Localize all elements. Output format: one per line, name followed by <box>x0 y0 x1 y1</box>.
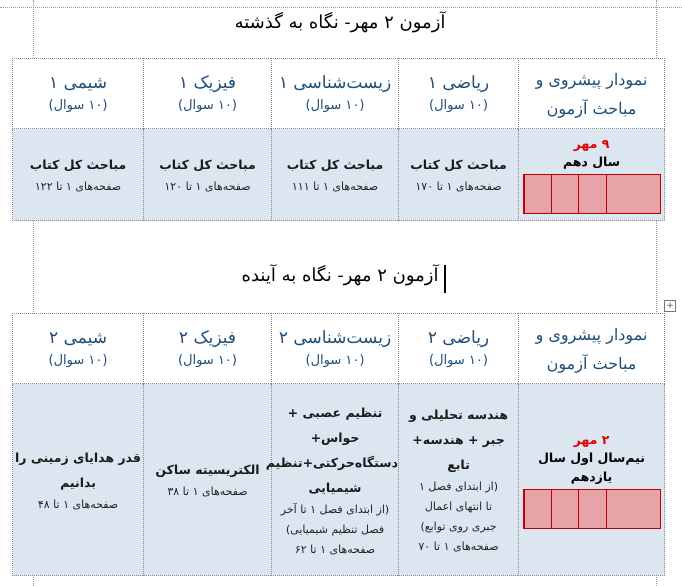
subject-header-biology2[interactable] <box>272 314 399 384</box>
progress-box <box>578 490 605 528</box>
question-count: (۱۰ سوال) <box>429 352 488 368</box>
text-cursor <box>444 265 446 293</box>
topic-line: الکتریسیته ساکن <box>155 462 260 477</box>
chart-header-cell[interactable] <box>519 314 665 384</box>
progress-chart <box>523 489 661 529</box>
subject-name: فیزیک ۱ <box>178 72 237 93</box>
section1-title[interactable]: آزمون ۲ مهر- نگاه به گذشته <box>234 12 446 33</box>
chart-header-line2: مباحث آزمون <box>546 353 637 373</box>
progress-box <box>633 490 659 528</box>
progress-box <box>551 175 578 213</box>
topic-line: هندسه تحلیلی و <box>409 407 508 422</box>
topic-cell-physics1[interactable] <box>144 129 272 221</box>
section1-table <box>12 58 665 221</box>
subject-name: زیست‌شناسی ۲ <box>278 327 392 348</box>
topic-note: جبری روی توابع) <box>420 520 497 533</box>
topic-line: مباحث کل کتاب <box>29 157 127 172</box>
chart-header-line1: نمودار پیشروی و <box>535 324 648 344</box>
exam-date: ۹ مهر <box>573 136 610 151</box>
progress-box <box>524 490 551 528</box>
topic-line: مباحث کل کتاب <box>286 157 384 172</box>
exam-date: ۲ مهر <box>573 431 610 447</box>
subject-header-biology1[interactable] <box>272 59 399 129</box>
question-count: (۱۰ سوال) <box>178 97 237 113</box>
question-count: (۱۰ سوال) <box>178 352 237 368</box>
subject-name: شیمی ۱ <box>49 72 107 93</box>
topic-line: مباحث کل کتاب <box>410 157 507 172</box>
progress-box <box>606 175 633 213</box>
topic-note: فصل تنظیم شیمیایی) <box>285 522 385 536</box>
question-count: (۱۰ سوال) <box>48 97 108 113</box>
topic-cell-math1[interactable] <box>399 129 519 221</box>
subject-name: ریاضی ۱ <box>427 72 490 93</box>
subject-header-math2[interactable] <box>399 314 519 384</box>
progress-chart <box>523 174 661 214</box>
topic-cell-chemistry2[interactable] <box>13 384 144 576</box>
page-range: صفحه‌های ۱ تا ۳۸ <box>167 485 248 498</box>
progress-box <box>551 490 578 528</box>
subject-header-physics1[interactable] <box>144 59 272 129</box>
topic-line: جبر + هندسه+ <box>412 432 505 447</box>
page-range: صفحه‌های ۱ تا ۱۷۰ <box>415 180 502 193</box>
topic-cell-physics2[interactable] <box>144 384 272 576</box>
page-range: صفحه‌های ۱ تا ۱۲۰ <box>164 180 251 193</box>
topic-line: تنظیم عصبی + <box>287 404 383 420</box>
subject-name: شیمی ۲ <box>49 327 107 348</box>
question-count: (۱۰ سوال) <box>429 97 488 113</box>
topic-cell-biology2[interactable] <box>265 384 399 576</box>
grade-label: نیم‌سال اول سال یازدهم <box>538 449 645 484</box>
subject-header-math1[interactable] <box>399 59 519 129</box>
page-range: صفحه‌های ۱ تا ۶۲ <box>294 542 376 556</box>
subject-header-physics2[interactable] <box>144 314 272 384</box>
question-count: (۱۰ سوال) <box>305 352 365 368</box>
progress-box <box>606 490 633 528</box>
topic-line: بدانیم <box>60 474 96 490</box>
topic-cell-biology1[interactable] <box>272 129 399 221</box>
progress-box <box>578 175 605 213</box>
question-count: (۱۰ سوال) <box>48 352 108 368</box>
page-range: صفحه‌های ۱ تا ۱۲۲ <box>34 180 122 193</box>
topic-line: تابع <box>447 457 470 472</box>
progress-cell[interactable] <box>519 129 665 221</box>
chart-header-line1: نمودار پیشروی و <box>535 69 648 89</box>
topic-cell-chemistry1[interactable] <box>13 129 144 221</box>
question-count: (۱۰ سوال) <box>305 97 365 113</box>
progress-box <box>633 175 659 213</box>
topic-line: قدر هدایای زمینی را <box>15 449 141 465</box>
section2-title[interactable]: آزمون ۲ مهر- نگاه به آینده <box>241 265 439 286</box>
page-range: صفحه‌های ۱ تا ۱۱۱ <box>291 180 379 193</box>
margin-guide-top <box>0 7 682 8</box>
subject-header-chemistry2[interactable] <box>13 314 144 384</box>
topic-line: دستگاه‌حرکتی+تنظیم <box>265 454 398 470</box>
chart-header-cell[interactable] <box>519 59 665 129</box>
subject-header-chemistry1[interactable] <box>13 59 144 129</box>
topic-line: حواس+ <box>310 429 360 445</box>
subject-name: فیزیک ۲ <box>178 327 237 348</box>
table-move-handle-icon[interactable]: + <box>664 300 676 312</box>
page-range: صفحه‌های ۱ تا ۴۸ <box>37 497 119 511</box>
topic-line: مباحث کل کتاب <box>159 157 256 172</box>
topic-line: شیمیایی <box>308 479 362 495</box>
topic-note: (از ابتدای فصل ۱ تا آخر <box>280 502 390 516</box>
topic-note: (از ابتدای فصل ۱ <box>418 480 499 493</box>
chart-header-line2: مباحث آزمون <box>546 98 637 118</box>
progress-box <box>524 175 551 213</box>
section2-table <box>12 313 665 576</box>
subject-name: ریاضی ۲ <box>427 327 490 348</box>
grade-label: سال دهم <box>562 154 621 169</box>
topic-cell-math2[interactable] <box>399 384 519 576</box>
progress-cell[interactable] <box>519 384 665 576</box>
page-range: صفحه‌های ۱ تا ۷۰ <box>418 540 499 553</box>
subject-name: زیست‌شناسی ۱ <box>278 72 392 93</box>
topic-note: تا انتهای اعمال <box>424 500 493 513</box>
